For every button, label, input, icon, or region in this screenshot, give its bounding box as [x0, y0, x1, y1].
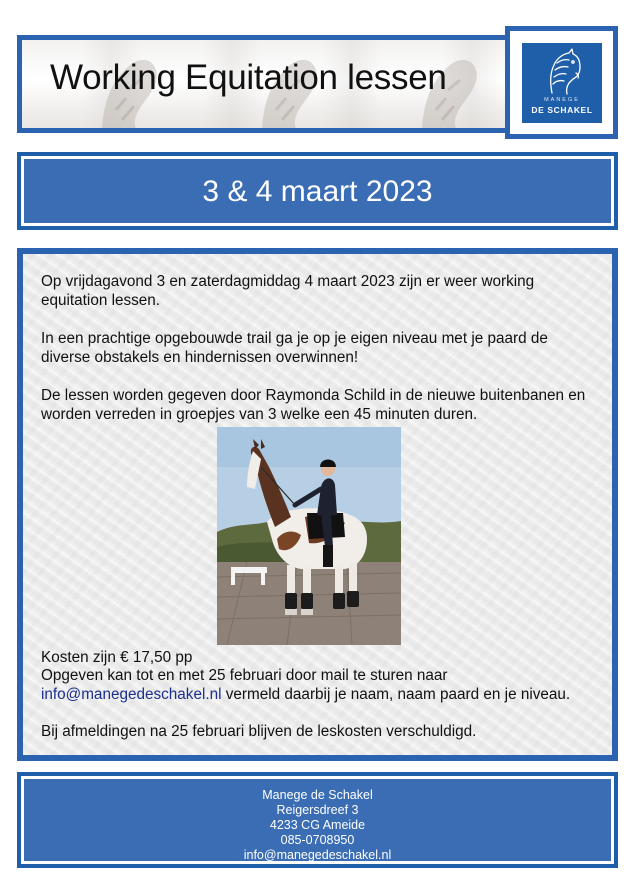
signup-details: vermeld daarbij je naam, naam paard en je niveau.	[221, 685, 571, 703]
page-title: Working Equitation lessen	[50, 58, 447, 97]
footer-name: Manege de Schakel	[262, 788, 373, 802]
footer-street: Reigersdreef 3	[276, 803, 359, 817]
footer-email[interactable]: info@manegedeschakel.nl	[243, 848, 392, 862]
intro-paragraph: Op vrijdagavond 3 en zaterdagmiddag 4 maart 2023 zijn er weer working equitation lessen.	[41, 273, 535, 309]
signup-text	[41, 667, 596, 704]
signup-intro: Opgeven kan tot en met 25 februari door mail te sturen naar	[41, 667, 448, 684]
date-banner	[17, 152, 618, 230]
logo-small-text: MANEGE	[544, 97, 580, 103]
header-banner	[17, 35, 511, 133]
horse-rider-photo	[217, 427, 401, 645]
cancellation-text: Bij afmeldingen na 25 februari blijven de leskosten verschuldigd.	[41, 723, 477, 740]
cost-text: Kosten zijn € 17,50 pp	[41, 649, 193, 666]
contact-footer	[17, 772, 618, 868]
logo-name: DE SCHAKEL	[531, 105, 593, 115]
footer-phone: 085-0708950	[280, 833, 355, 847]
footer-city: 4233 CG Ameide	[269, 818, 366, 832]
event-date: 3 & 4 maart 2023	[202, 175, 433, 208]
logo[interactable]	[505, 26, 618, 139]
horse-head-icon	[522, 43, 602, 99]
lessons-paragraph: De lessen worden gegeven door Raymonda Schild in de nieuwe buitenbanen en worden verreden in groepjes van 3 welke een 45 minuten duren.	[41, 387, 586, 423]
main-content	[17, 248, 618, 761]
trail-paragraph: In een prachtige opgebouwde trail ga je op je eigen niveau met je paard de diverse obstakels en hindernissen overwinnen!	[41, 330, 548, 366]
logo-badge	[522, 43, 602, 123]
signup-email-link[interactable]: info@manegedeschakel.nl	[41, 685, 222, 703]
